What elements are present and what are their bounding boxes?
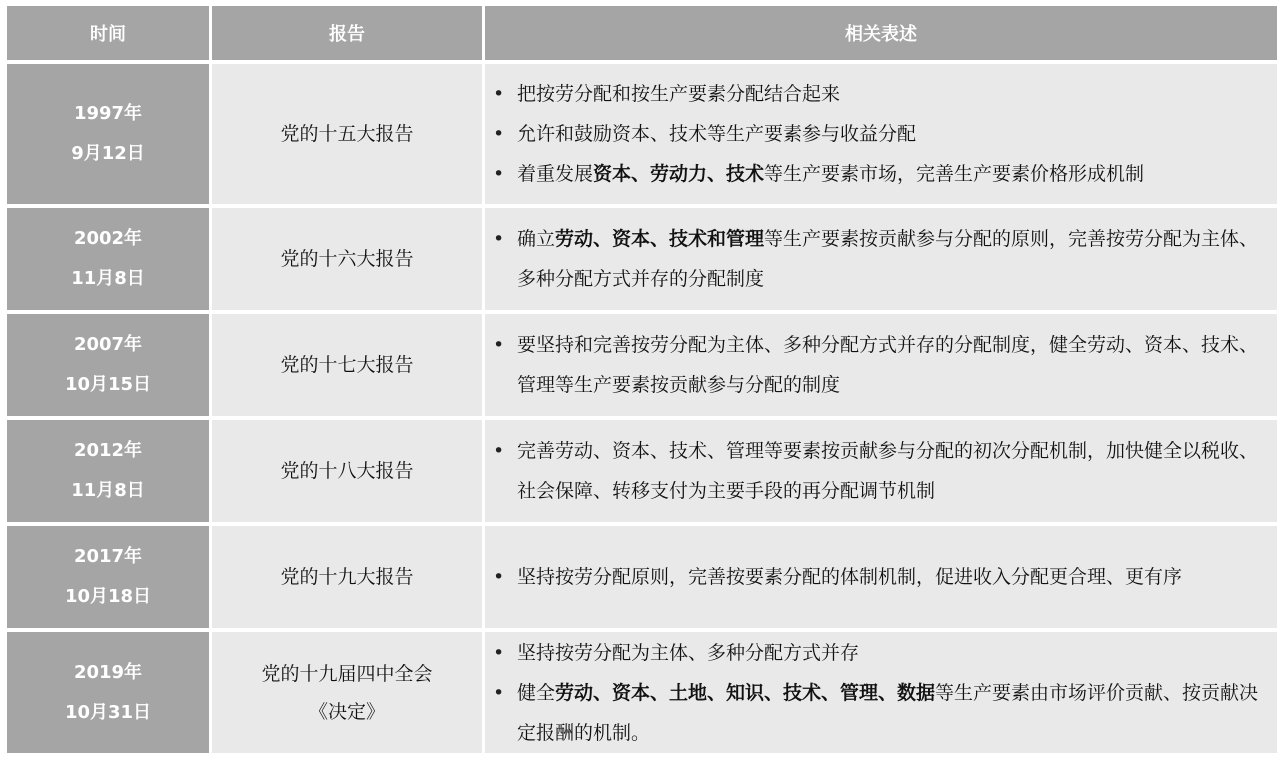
report-name: 《决定》 bbox=[308, 700, 385, 723]
bullet-text: 坚持按劳分配原则，完善按要素分配的体制机制，促进收入分配更合理、更有序 bbox=[517, 566, 1183, 588]
bullet-list bbox=[485, 325, 1277, 405]
table-row bbox=[7, 526, 1277, 628]
table-row bbox=[7, 632, 1277, 753]
table-row bbox=[7, 64, 1277, 204]
bullet-text: 等生产要素按贡献参与分配的原则，完善按劳分配为主体、多种分配方式并存的分配制度 bbox=[517, 228, 1259, 290]
bold-keywords: 劳动、资本、技术和管理 bbox=[555, 228, 765, 250]
time-date: 11月8日 bbox=[71, 268, 145, 289]
bullet-item bbox=[517, 557, 1277, 597]
time-year: 2002年 bbox=[73, 228, 143, 249]
bullet-list bbox=[485, 74, 1277, 194]
bullet-item bbox=[517, 325, 1277, 405]
time-cell bbox=[7, 632, 209, 753]
report-name: 党的十五大报告 bbox=[280, 123, 414, 145]
header-row bbox=[7, 6, 1277, 60]
bullet-text: 要坚持和完善按劳分配为主体、多种分配方式并存的分配制度，健全劳动、资本、技术、管理等生产要素按贡献参与分配的制度 bbox=[517, 334, 1259, 396]
description-cell bbox=[485, 208, 1277, 310]
time-year: 2019年 bbox=[73, 661, 143, 683]
header-time: 时间 bbox=[7, 6, 209, 60]
time-year: 2007年 bbox=[73, 334, 143, 355]
time-cell bbox=[7, 314, 209, 416]
time-cell bbox=[7, 64, 209, 204]
report-cell bbox=[212, 632, 482, 753]
bullet-item bbox=[517, 673, 1277, 753]
report-cell bbox=[212, 526, 482, 628]
description-cell bbox=[485, 314, 1277, 416]
bullet-item bbox=[517, 633, 1277, 673]
report-cell bbox=[212, 420, 482, 522]
report-cell bbox=[212, 64, 482, 204]
time-year: 1997年 bbox=[73, 103, 143, 124]
table-row bbox=[7, 314, 1277, 416]
time-date: 11月8日 bbox=[71, 480, 145, 501]
bullet-text: 健全 bbox=[517, 681, 556, 704]
bullet-text: 确立 bbox=[517, 228, 556, 250]
header-report: 报告 bbox=[212, 6, 482, 60]
bullet-list bbox=[485, 219, 1277, 299]
table-row bbox=[7, 208, 1277, 310]
report-name: 党的十九大报告 bbox=[280, 566, 414, 588]
report-name: 党的十九届四中全会 bbox=[261, 662, 433, 685]
policy-table bbox=[4, 2, 1280, 757]
report-cell bbox=[212, 208, 482, 310]
description-cell bbox=[485, 632, 1277, 753]
description-cell bbox=[485, 420, 1277, 522]
bullet-item bbox=[517, 219, 1277, 299]
bullet-text: 等生产要素市场，完善生产要素价格形成机制 bbox=[764, 163, 1145, 185]
bullet-item bbox=[517, 154, 1277, 194]
time-date: 10月15日 bbox=[64, 374, 152, 395]
report-name: 党的十八大报告 bbox=[280, 460, 414, 482]
bullet-item bbox=[517, 114, 1277, 154]
time-cell bbox=[7, 420, 209, 522]
description-cell bbox=[485, 526, 1277, 628]
bullet-text: 等生产要素由市场评价贡献、按贡献决定报酬的机制。 bbox=[517, 681, 1259, 744]
header-description: 相关表述 bbox=[485, 6, 1277, 60]
report-cell bbox=[212, 314, 482, 416]
table-body bbox=[7, 64, 1277, 753]
bullet-text: 坚持按劳分配为主体、多种分配方式并存 bbox=[517, 641, 860, 664]
time-date: 10月31日 bbox=[64, 701, 152, 723]
report-name: 党的十六大报告 bbox=[280, 248, 414, 270]
report-name: 党的十七大报告 bbox=[280, 354, 414, 376]
bullet-list bbox=[485, 633, 1277, 753]
description-cell bbox=[485, 64, 1277, 204]
bullet-text: 完善劳动、资本、技术、管理等要素按贡献参与分配的初次分配机制，加快健全以税收、社会保障、转移支付为主要手段的再分配调节机制 bbox=[517, 440, 1259, 502]
time-year: 2012年 bbox=[73, 440, 143, 461]
bullet-list bbox=[485, 557, 1277, 597]
table-row bbox=[7, 420, 1277, 522]
bullet-list bbox=[485, 431, 1277, 511]
bullet-text: 把按劳分配和按生产要素分配结合起来 bbox=[517, 83, 841, 105]
time-cell bbox=[7, 526, 209, 628]
bullet-item bbox=[517, 74, 1277, 114]
time-date: 9月12日 bbox=[71, 143, 145, 164]
bullet-text: 允许和鼓励资本、技术等生产要素参与收益分配 bbox=[517, 123, 917, 145]
time-year: 2017年 bbox=[73, 546, 143, 567]
bullet-text: 着重发展 bbox=[517, 163, 594, 185]
bold-keywords: 资本、劳动力、技术 bbox=[593, 163, 765, 185]
bullet-item bbox=[517, 431, 1277, 511]
time-date: 10月18日 bbox=[64, 586, 152, 607]
time-cell bbox=[7, 208, 209, 310]
bold-keywords: 劳动、资本、土地、知识、技术、管理、数据 bbox=[555, 681, 936, 704]
